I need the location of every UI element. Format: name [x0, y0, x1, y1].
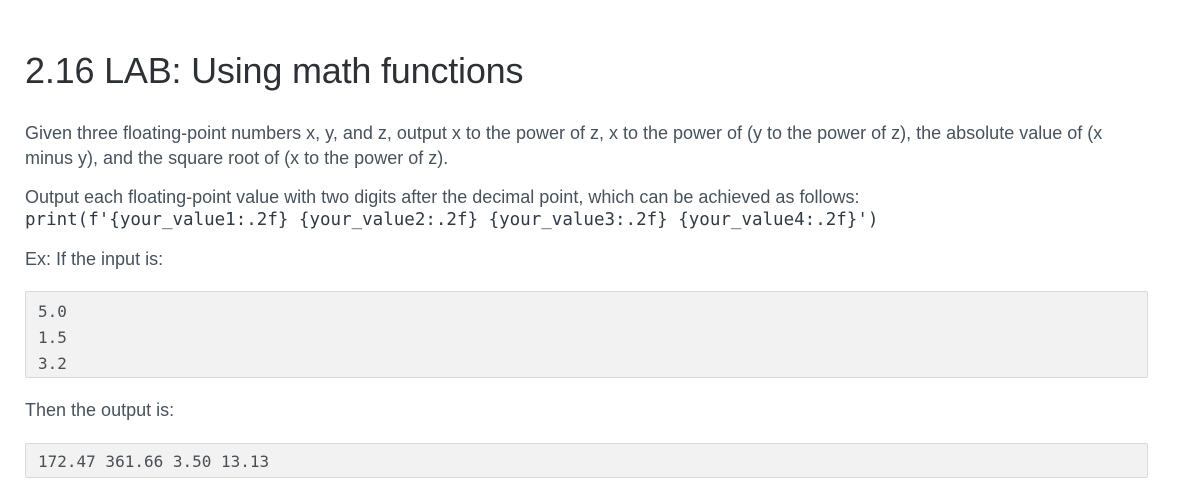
format-code: print(f'{your_value1:.2f} {your_value2:.2f} {your_value3:.2f} {your_value4:.2f}') — [25, 210, 879, 230]
example-input-box — [25, 291, 1148, 378]
intro-line-1: Given three floating-point numbers x, y, and z, output x to the power of z, x to the power of (y to the power of z), the absolute value of (x — [25, 123, 1103, 143]
intro-line-2: minus y), and the square root of (x to the power of z). — [25, 148, 449, 168]
input-line: 5.0 — [38, 302, 67, 321]
format-paragraph: Output each floating-point value with two digits after the decimal point, which can be achieved as follows: — [25, 187, 860, 207]
output-line: 172.47 361.66 3.50 13.13 — [38, 452, 270, 471]
example-output-box — [25, 443, 1148, 478]
input-intro: Ex: If the input is: — [25, 249, 164, 269]
input-line: 1.5 — [38, 328, 67, 347]
input-line: 3.2 — [38, 354, 67, 373]
page-title: 2.16 LAB: Using math functions — [25, 50, 524, 91]
output-intro: Then the output is: — [25, 400, 175, 420]
intro-paragraph — [25, 121, 1125, 171]
